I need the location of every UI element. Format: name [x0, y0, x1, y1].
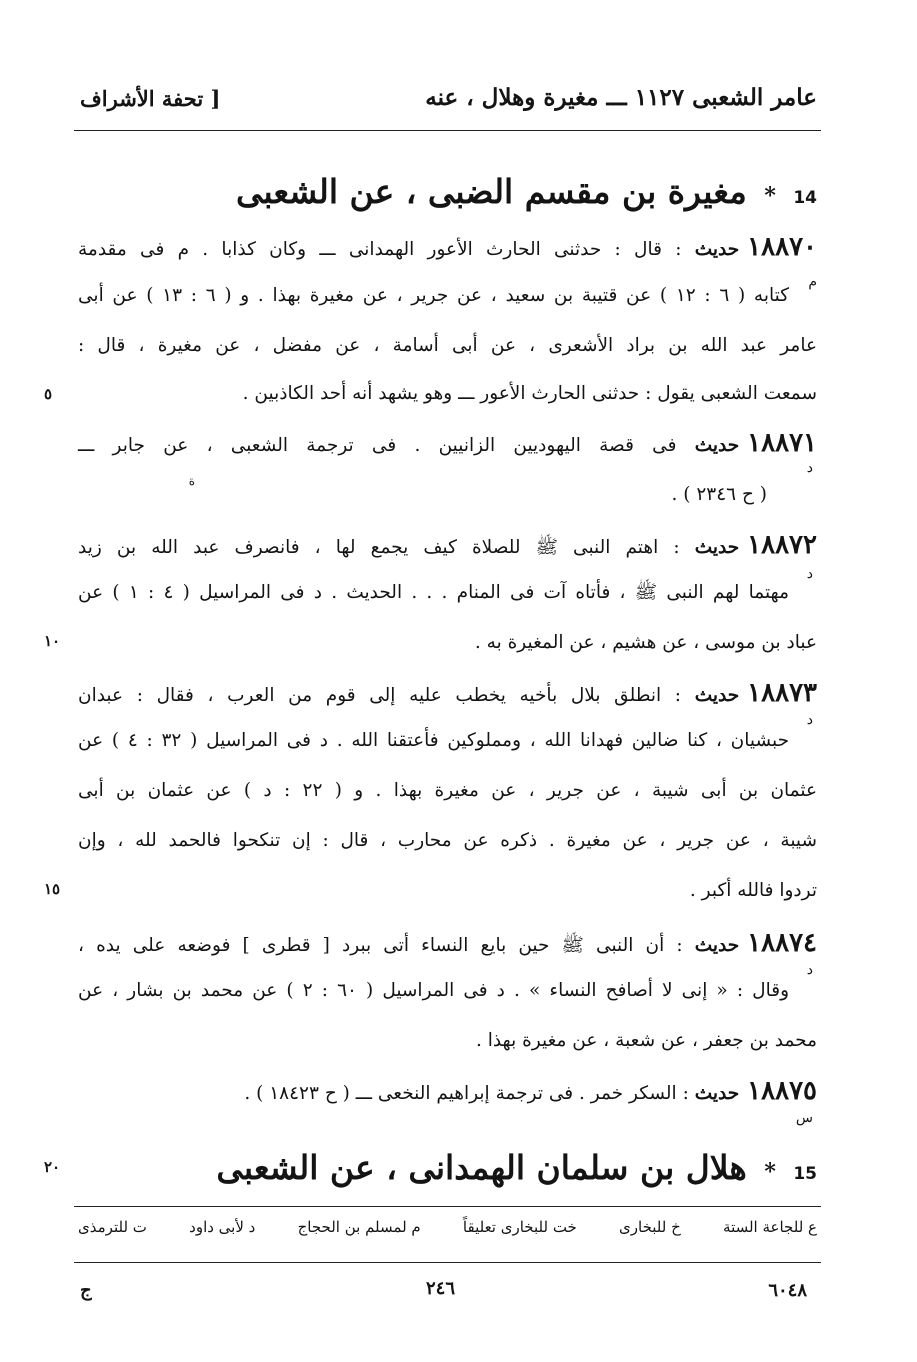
text-line: ١٨٨٧٠حديث : قال : حدثنى الحارث الأعور الهمدانى ـــ وكان كذابا . م فى مقدمة: [78, 232, 817, 262]
hadith-number: ١٨٨٧٢: [747, 530, 817, 560]
text-line: ( ح ٢٣٤٦ ) .: [671, 484, 767, 505]
text-line: محمد بن جعفر ، عن شعبة ، عن مغيرة بهذا .: [475, 1030, 817, 1051]
hadith-label: حديث: [694, 1083, 740, 1104]
running-title: عامر الشعبى ١١٢٧ ـــ مغيرة وهلال ، عنه: [425, 84, 817, 111]
text-line: عامر عبد الله بن براد الأشعرى ، عن أبى أسامة ، عن مفضل ، عن مغيرة ، قال :: [78, 335, 817, 356]
text-line: ١٨٨٧٥حديث : السكر خمر . فى ترجمة إبراهيم النخعى ـــ ( ح ١٨٤٢٣ ) .: [244, 1076, 817, 1106]
line-number: ١٥: [44, 880, 61, 898]
footer-left-mark: ج: [80, 1280, 92, 1301]
text-line: عباد بن موسى ، عن هشيم ، عن المغيرة به .: [474, 632, 817, 653]
text-line: ١٨٨٧١حديث فى قصة اليهوديين الزانيين . فى ترجمة الشعبى ، عن جابر ـــ: [78, 428, 817, 458]
text-line: ١٨٨٧٢حديث : اهتم النبى ﷺ للصلاة كيف يجمع لها ، فانصرف عبد الله بن زيد: [78, 530, 817, 560]
hadith-label: حديث: [694, 537, 740, 558]
hadith-label: حديث: [694, 435, 740, 456]
line-number: ١٠: [44, 632, 61, 650]
page-number: ٢٤٦: [426, 1278, 456, 1299]
abbreviation: د لأبى داود: [189, 1218, 256, 1236]
hadith-number: ١٨٨٧٥: [747, 1076, 817, 1106]
abbreviation: ت للترمذى: [78, 1218, 147, 1236]
text-line: ١٨٨٧٣حديث : انطلق بلال بأخيه يخطب عليه إلى قوم من العرب ، فقال : عبدان: [78, 678, 817, 708]
margin-siglum: د: [806, 566, 813, 582]
hadith-number: ١٨٨٧٣: [747, 678, 817, 708]
margin-siglum: س: [795, 1110, 813, 1126]
margin-siglum: د: [806, 712, 813, 728]
abbreviation: ع للجاعة الستة: [723, 1218, 817, 1236]
small-mark: ة: [188, 474, 195, 488]
abbreviation: م لمسلم بن الحجاج: [297, 1218, 421, 1236]
footer-right-number: ٦٠٤٨: [768, 1280, 807, 1301]
book-title: [ تحفة الأشراف: [80, 86, 221, 111]
abbreviation: خ للبخارى: [619, 1218, 681, 1236]
hadith-label: حديث: [694, 239, 740, 260]
text-line: مهتما لهم النبى ﷺ ، فأتاه آت فى المنام . . . الحديث . د فى المراسيل ( ٤ : ١ ) عن: [78, 582, 789, 603]
hadith-number: ١٨٨٧١: [747, 428, 817, 458]
margin-siglum: د: [806, 962, 813, 978]
text-line: سمعت الشعبى يقول : حدثنى الحارث الأعور ـــ وهو يشهد أنه أحد الكاذبين .: [242, 383, 817, 404]
text-line: حبشيان ، كنا ضالين فهدانا الله ، ومملوكين فأعتقنا الله . د فى المراسيل ( ٣٢ : ٤ ) عن: [78, 730, 789, 751]
text-line: تردوا فالله أكبر .: [689, 880, 817, 901]
text-line: شيبة ، عن جرير ، عن مغيرة . ذكره عن محارب ، قال : إن تنكحوا فالحمد لله ، وإن: [78, 830, 817, 851]
text-line: ١٨٨٧٤حديث : أن النبى ﷺ حين بايع النساء أتى ببرد [ قطرى ] فوضعه على يده ،: [78, 928, 817, 958]
abbreviation: خت للبخارى تعليقاً: [462, 1218, 577, 1236]
abbreviation-key: [78, 1218, 817, 1236]
text-line: عثمان بن أبى شيبة ، عن جرير ، عن مغيرة بهذا . و ( ٢٢ : د ) عن عثمان بن أبى: [78, 780, 817, 801]
section-title: مغيرة بن مقسم الضبى ، عن الشعبى: [235, 172, 747, 211]
hadith-number: ١٨٨٧٤: [747, 928, 817, 958]
text-line: وقال : « إنى لا أصافح النساء » . د فى المراسيل ( ٦٠ : ٢ ) عن محمد بن بشار ، عن: [78, 980, 789, 1001]
line-number: ٥: [44, 385, 53, 403]
hadith-label: حديث: [694, 935, 740, 956]
section-heading: 14 * مغيرة بن مقسم الضبى ، عن الشعبى: [235, 172, 817, 211]
footnote-rule: [74, 1206, 821, 1207]
header-rule: [74, 130, 821, 131]
line-number: ٢٠: [44, 1158, 61, 1176]
hadith-number: ١٨٨٧٠: [747, 232, 817, 262]
margin-siglum: د: [806, 460, 813, 476]
margin-siglum: م: [808, 274, 817, 290]
footer-rule: [74, 1262, 821, 1263]
section-heading: 15 * هلال بن سلمان الهمدانى ، عن الشعبى: [216, 1148, 817, 1187]
hadith-label: حديث: [694, 685, 740, 706]
text-line: كتابه ( ٦ : ١٢ ) عن قتيبة بن سعيد ، عن جرير ، عن مغيرة بهذا . و ( ٦ : ١٣ ) عن أبى: [78, 285, 790, 306]
section-title: هلال بن سلمان الهمدانى ، عن الشعبى: [216, 1148, 747, 1187]
